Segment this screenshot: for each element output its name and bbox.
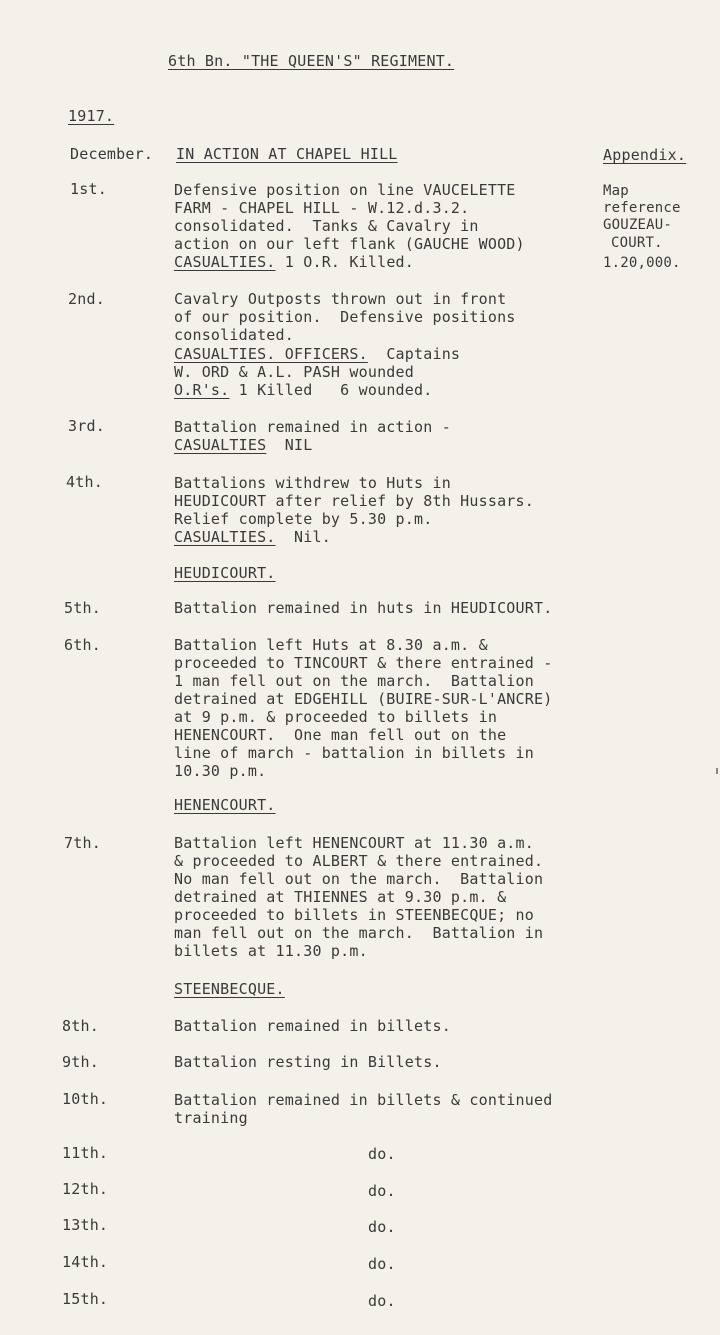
entry-date: 10th. [62, 1090, 109, 1108]
section-heading: IN ACTION AT CHAPEL HILL [176, 145, 398, 163]
entry-line: consolidated. [174, 326, 294, 344]
entry-date: 7th. [64, 834, 101, 852]
casualties-line [174, 345, 460, 363]
casualties-line [174, 528, 331, 546]
month: December. [70, 145, 154, 163]
location-heading: HENENCOURT. [174, 796, 276, 814]
casualties-line [174, 253, 414, 271]
entry-line: 1 man fell out on the march. Battalion [174, 672, 534, 690]
entry-line: detrained at EDGEHILL (BUIRE-SUR-L'ANCRE) [174, 690, 553, 708]
entry-line: W. ORD & A.L. PASH wounded [174, 363, 414, 381]
entry-date: 4th. [66, 473, 103, 491]
entry-line: proceeded to TINCOURT & there entrained - [174, 654, 553, 672]
casualties-line [174, 381, 432, 399]
entry-line: at 9 p.m. & proceeded to billets in [174, 708, 498, 726]
entry-line: Battalions withdrew to Huts in [174, 474, 451, 492]
casualties-text: 1 O.R. Killed. [275, 253, 415, 271]
entry-line: training [174, 1109, 248, 1127]
page-title: 6th Bn. "THE QUEEN'S" REGIMENT. [168, 52, 455, 70]
entry-line: Relief complete by 5.30 p.m. [174, 510, 433, 528]
entry-line: Battalion remained in billets & continued [174, 1091, 553, 1109]
entry-date: 5th. [64, 599, 101, 617]
entry-date: 11th. [62, 1144, 109, 1162]
casualties-label: CASUALTIES. OFFICERS. [174, 345, 368, 363]
location-heading: STEENBECQUE. [174, 980, 285, 998]
entry-line: Battalion left Huts at 8.30 a.m. & [174, 636, 488, 654]
entry-line: billets at 11.30 p.m. [174, 942, 368, 960]
entry-line: Cavalry Outposts thrown out in front [174, 290, 507, 308]
entry-date: 3rd. [68, 417, 105, 435]
entry-date: 2nd. [68, 290, 105, 308]
entry-line: detrained at THIENNES at 9.30 p.m. & [174, 888, 507, 906]
entry-line: & proceeded to ALBERT & there entrained. [174, 852, 544, 870]
entry-line: Defensive position on line VAUCELETTE [174, 181, 516, 199]
ditto-mark: do. [368, 1255, 396, 1273]
entry-line: of our position. Defensive positions [174, 308, 516, 326]
entry-date: 1st. [70, 180, 107, 198]
entry-line: No man fell out on the march. Battalion [174, 870, 544, 888]
casualties-label: CASUALTIES. [174, 528, 276, 546]
appendix-note-line: Map [603, 183, 629, 199]
casualties-text: Captains [367, 345, 461, 363]
entry-line: 10.30 p.m. [174, 762, 267, 780]
location-heading: HEUDICOURT. [174, 564, 276, 582]
entry-line: line of march - battalion in billets in [174, 744, 534, 762]
entry-line: consolidated. Tanks & Cavalry in [174, 217, 479, 235]
ditto-mark: do. [368, 1182, 396, 1200]
entry-date: 12th. [62, 1180, 109, 1198]
casualties-label: O.R's. [174, 381, 230, 399]
casualties-text: NIL [266, 436, 313, 454]
entry-date: 6th. [64, 636, 101, 654]
entry-line: Battalion remained in billets. [174, 1017, 451, 1035]
year: 1917. [68, 107, 115, 125]
appendix-note-line: GOUZEAU- [603, 217, 673, 233]
ditto-mark: do. [368, 1218, 396, 1236]
entry-line: action on our left flank (GAUCHE WOOD) [174, 235, 525, 253]
casualties-line [174, 436, 312, 454]
entry-date: 13th. [62, 1216, 109, 1234]
entry-line: Battalion remained in action - [174, 418, 451, 436]
entry-line: HENENCOURT. One man fell out on the [174, 726, 507, 744]
entry-line: Battalion resting in Billets. [174, 1053, 442, 1071]
ditto-mark: do. [368, 1145, 396, 1163]
entry-line: HEUDICOURT after relief by 8th Hussars. [174, 492, 534, 510]
appendix-note-line: COURT. [611, 235, 663, 251]
entry-line: Battalion left HENENCOURT at 11.30 a.m. [174, 834, 534, 852]
appendix-note-line: 1.20,000. [603, 255, 681, 271]
ditto-mark: do. [368, 1292, 396, 1310]
entry-line: FARM - CHAPEL HILL - W.12.d.3.2. [174, 199, 470, 217]
entry-line: proceeded to billets in STEENBECQUE; no [174, 906, 534, 924]
casualties-text: 1 Killed 6 wounded. [229, 381, 433, 399]
appendix-heading: Appendix. [603, 146, 687, 164]
entry-date: 15th. [62, 1290, 109, 1308]
entry-date: 8th. [62, 1017, 99, 1035]
appendix-note-line: reference [603, 200, 681, 216]
casualties-label: CASUALTIES. [174, 253, 276, 271]
entry-date: 9th. [62, 1053, 99, 1071]
casualties-label: CASUALTIES [174, 436, 267, 454]
entry-line: man fell out on the march. Battalion in [174, 924, 544, 942]
margin-mark [716, 768, 718, 774]
entry-date: 14th. [62, 1253, 109, 1271]
casualties-text: Nil. [275, 528, 331, 546]
entry-line: Battalion remained in huts in HEUDICOURT. [174, 599, 553, 617]
